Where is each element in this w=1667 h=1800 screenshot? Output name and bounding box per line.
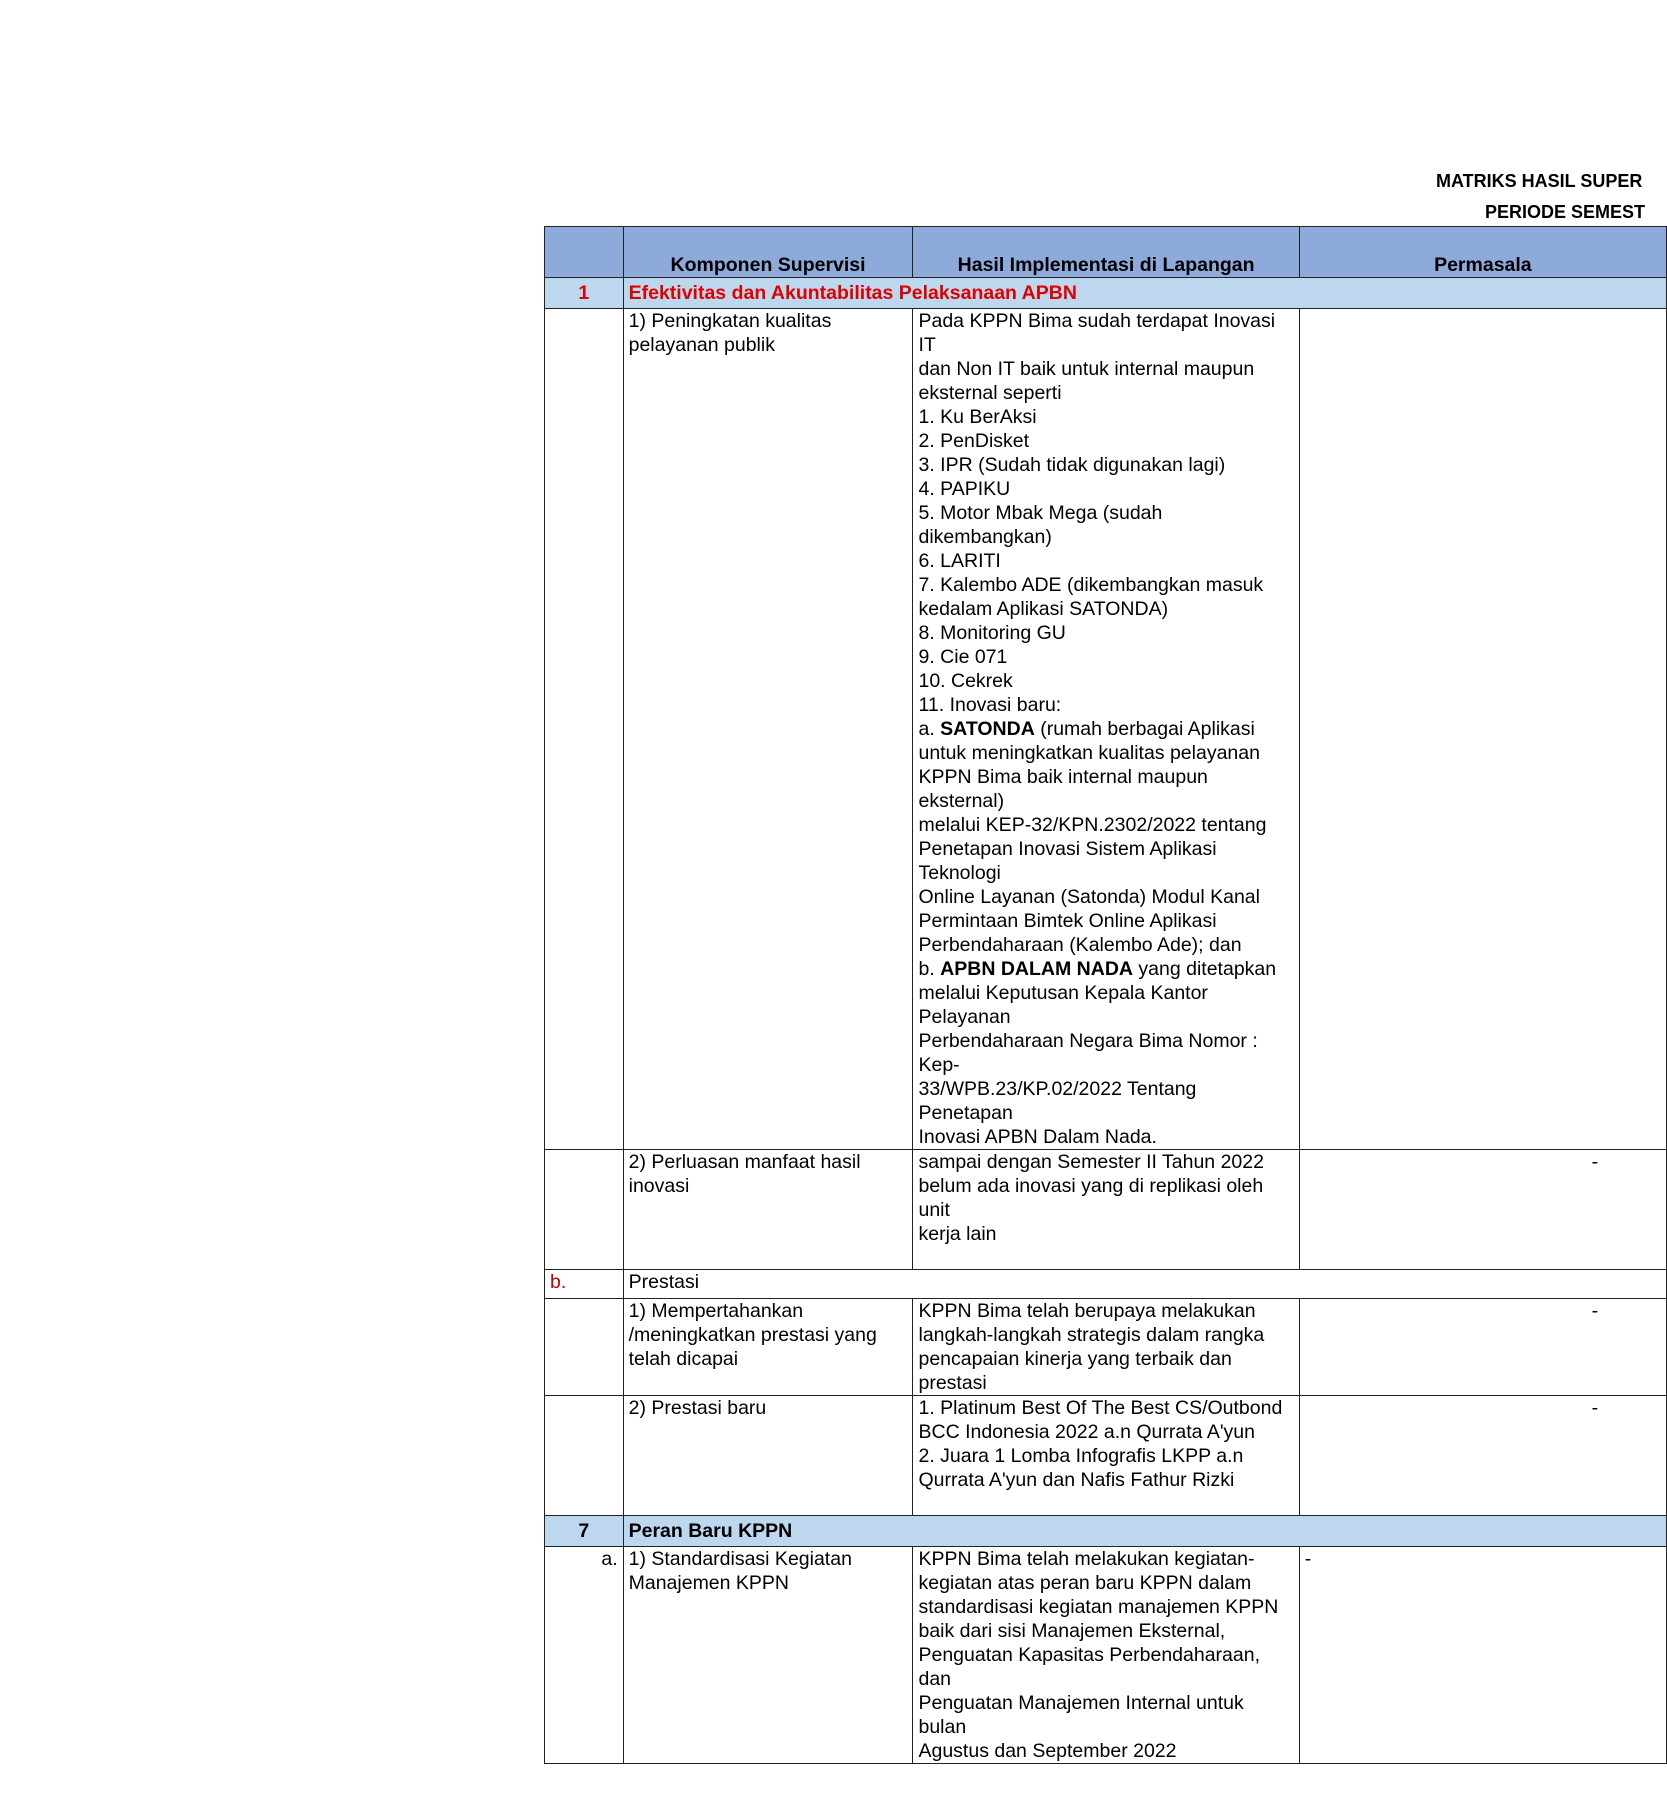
issue-dash: - [1591, 1397, 1599, 1419]
item-b-name: APBN DALAM NADA [940, 958, 1133, 980]
document-title: MATRIKS HASIL SUPER [1436, 171, 1643, 191]
issue-dash: - [1591, 1151, 1599, 1173]
header-number [545, 227, 624, 278]
section-row [545, 278, 1667, 309]
item-b-prefix: b. [918, 958, 941, 980]
document-period: PERIODE SEMEST [1485, 202, 1646, 222]
result-cell: KPPN Bima telah berupaya melakukan langkah-langkah strategis dalam rangka pencapaian kinerja yang terbaik dan prestasi [913, 1299, 1299, 1396]
supervision-matrix-table [544, 226, 1667, 1764]
row-label: a. [545, 1547, 624, 1764]
row-label [545, 1396, 624, 1516]
issue-cell: - [1299, 1547, 1666, 1764]
component-cell: 2) Prestasi baru [623, 1396, 913, 1516]
header-result: Hasil Implementasi di Lapangan [913, 227, 1299, 278]
result-cell: KPPN Bima telah melakukan kegiatan- kegiatan atas peran baru KPPN dalam standardisasi kegiatan manajemen KPPN baik dari sisi Manajemen Eksternal, Penguatan Kapasitas Perbendaharaan, dan Penguatan Manajemen Internal untuk bulan Agustus dan September 2022 [913, 1547, 1299, 1764]
issue-cell [1299, 1396, 1666, 1516]
item-a-text: (rumah berbagai Aplikasi untuk meningkatkan kualitas pelayanan KPPN Bima baik internal maupun eksternal) melalui KEP-32/KPN.2302/2022 tentang Penetapan Inovasi Sistem Aplikasi Teknologi Online Layanan (Satonda) Modul Kanal Permintaan Bimtek Online Aplikasi Perbendaharaan (Kalembo Ade); dan [918, 718, 1267, 956]
section-title: Peran Baru KPPN [623, 1516, 1666, 1547]
item-a-prefix: a. [918, 718, 941, 740]
table-row [545, 1396, 1667, 1516]
item-b-text: yang ditetapkan melalui Keputusan Kepala Kantor Pelayanan Perbendaharaan Negara Bima Nomor : Kep- 33/WPB.23/KP.02/2022 Tentang Penetapan Inovasi APBN Dalam Nada. [918, 958, 1277, 1148]
item-a-name: SATONDA [940, 718, 1035, 740]
table-row [545, 309, 1667, 1150]
component-cell: 1) Peningkatan kualitas pelayanan publik [623, 309, 913, 1150]
section-title: Efektivitas dan Akuntabilitas Pelaksanaan APBN [623, 278, 1666, 309]
table-row [545, 1299, 1667, 1396]
result-cell: sampai dengan Semester II Tahun 2022 belum ada inovasi yang di replikasi oleh unit kerja lain [913, 1150, 1299, 1270]
section-number: 1 [545, 278, 624, 309]
table-row [545, 1547, 1667, 1764]
row-label [545, 1299, 624, 1396]
result-cell: 1. Platinum Best Of The Best CS/Outbond BCC Indonesia 2022 a.n Qurrata A'yun 2. Juara 1 Lomba Infografis LKPP a.n Qurrata A'yun dan Nafis Fathur Rizki [913, 1396, 1299, 1516]
header-issue: Permasala [1299, 227, 1666, 278]
issue-cell [1299, 309, 1666, 1150]
result-cell [913, 309, 1299, 1150]
subsection-row [545, 1270, 1667, 1299]
row-label [545, 1150, 624, 1270]
subsection-title: Prestasi [623, 1270, 1666, 1299]
section-row [545, 1516, 1667, 1547]
subsection-label: b. [545, 1270, 624, 1299]
header-component: Komponen Supervisi [623, 227, 913, 278]
component-cell: 1) Mempertahankan /meningkatkan prestasi yang telah dicapai [623, 1299, 913, 1396]
issue-dash: - [1591, 1300, 1599, 1322]
issue-cell [1299, 1150, 1666, 1270]
table-header-row [545, 227, 1667, 278]
table-row [545, 1150, 1667, 1270]
result-intro: Pada KPPN Bima sudah terdapat Inovasi IT dan Non IT baik untuk internal maupun eksternal seperti 1. Ku BerAksi 2. PenDisket 3. IPR (Sudah tidak digunakan lagi) 4. PAPIKU 5. Motor Mbak Mega (sudah dikembangkan) 6. LARITI 7. Kalembo ADE (dikembangkan masuk kedalam Aplikasi SATONDA) 8. Monitoring GU 9. Cie 071 10. Cekrek 11. Inovasi baru: [918, 310, 1276, 716]
component-cell: 2) Perluasan manfaat hasil inovasi [623, 1150, 913, 1270]
component-cell: 1) Standardisasi Kegiatan Manajemen KPPN [623, 1547, 913, 1764]
row-label [545, 309, 624, 1150]
issue-cell [1299, 1299, 1666, 1396]
section-number: 7 [545, 1516, 624, 1547]
